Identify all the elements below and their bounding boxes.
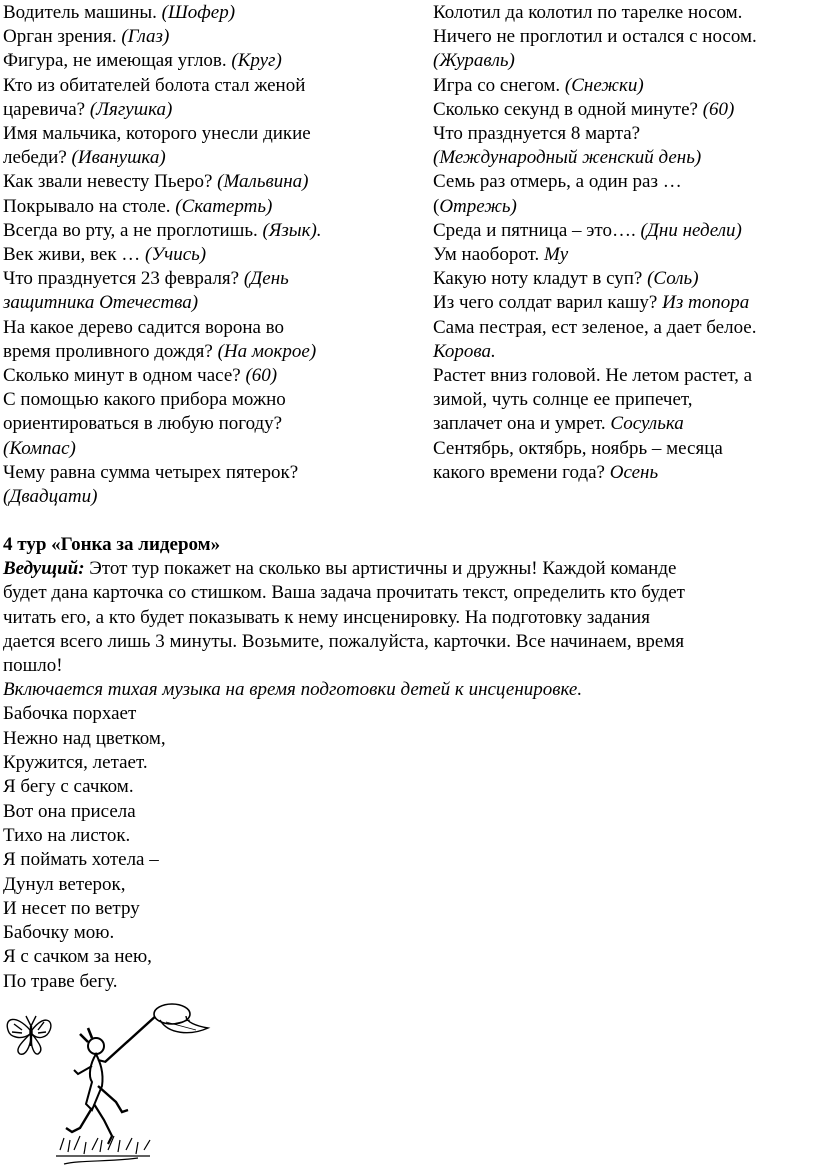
riddle-question: Сколько минут в одном часе? xyxy=(3,365,246,387)
riddle-answer: (Лягушка) xyxy=(89,98,173,120)
riddle-answer: (Мальвина) xyxy=(217,171,309,193)
riddle-answer: (Учись) xyxy=(145,244,207,266)
riddle-line xyxy=(3,316,403,340)
riddle-line xyxy=(3,291,403,315)
riddle-line xyxy=(433,340,816,364)
riddle-answer: (60) xyxy=(702,98,735,120)
riddle-line xyxy=(3,340,403,364)
riddle-line xyxy=(433,195,816,219)
riddle-answer: (Шофер) xyxy=(161,2,236,23)
riddle-question: Растет вниз головой. Не летом растет, а xyxy=(433,365,753,387)
riddle-question: Водитель машины. xyxy=(3,2,162,23)
riddle-line xyxy=(433,461,816,485)
riddle-question: Кто из обитателей болота стал женой xyxy=(3,74,306,96)
riddle-line xyxy=(433,25,816,49)
poem-line: По траве бегу. xyxy=(3,970,118,992)
poem-line: Я бегу с сачком. xyxy=(3,776,134,798)
riddle-line xyxy=(3,388,403,412)
riddle-line xyxy=(3,74,403,98)
riddle-question: На какое дерево садится ворона во xyxy=(3,316,285,338)
riddle-question: царевича? xyxy=(3,98,90,120)
riddle-line xyxy=(3,49,403,73)
riddle-answer: (Язык). xyxy=(262,219,322,241)
riddle-line xyxy=(3,364,403,388)
riddle-question: Из чего солдат варил кашу? xyxy=(433,292,663,314)
riddle-line xyxy=(3,1,403,25)
riddle-line xyxy=(3,412,403,436)
riddle-question: Что празднуется 8 марта? xyxy=(433,123,641,145)
riddle-question: Ничего не проглотил и остался с носом. xyxy=(433,26,757,48)
riddle-question: Какую ноту кладут в суп? xyxy=(433,268,648,290)
riddle-answer: (Международный женский день) xyxy=(433,147,702,169)
riddle-line xyxy=(3,122,403,146)
riddle-question: Как звали невесту Пьеро? xyxy=(3,171,218,193)
riddle-question: Фигура, не имеющая углов. xyxy=(3,50,232,72)
riddle-line xyxy=(3,485,403,509)
riddle-question: ориентироваться в любую погоду? xyxy=(3,413,283,435)
riddle-line xyxy=(433,316,816,340)
riddle-line xyxy=(433,49,816,73)
poem-line: Кружится, летает. xyxy=(3,752,148,774)
riddle-answer: (Круг) xyxy=(231,50,282,72)
poem-line: Я с сачком за нею, xyxy=(3,946,152,968)
riddle-line xyxy=(433,219,816,243)
riddle-answer: Сосулька xyxy=(610,413,684,435)
riddle-line xyxy=(433,388,816,412)
riddle-line xyxy=(433,1,816,25)
riddle-line xyxy=(3,437,403,461)
riddle-question: Сколько секунд в одной минуте? xyxy=(433,98,703,120)
riddle-answer: (На мокрое) xyxy=(217,340,317,362)
riddle-question: Колотил да колотил по тарелке носом. xyxy=(433,2,743,23)
riddle-question: Чему равна сумма четырех пятерок? xyxy=(3,461,299,483)
riddle-answer: (Соль) xyxy=(647,268,699,290)
round-four-section xyxy=(3,533,813,994)
poem-line: Тихо на листок. xyxy=(3,824,131,846)
riddle-line xyxy=(3,195,403,219)
riddle-line xyxy=(3,146,403,170)
riddle-question: Покрывало на столе. xyxy=(3,195,176,217)
poem xyxy=(3,702,813,994)
riddle-line xyxy=(433,122,816,146)
poem-line: Нежно над цветком, xyxy=(3,727,166,749)
riddle-question: ( xyxy=(433,195,440,217)
riddle-answer: (Компас) xyxy=(3,437,76,459)
butterfly-icon xyxy=(7,1016,51,1054)
riddles-right-column xyxy=(433,1,816,485)
riddle-question: Век живи, век … xyxy=(3,244,146,266)
intro-text: будет дана карточка со стишком. Ваша задача прочитать текст, определить кто будет xyxy=(3,582,685,604)
riddle-answer: (Снежки) xyxy=(564,74,644,96)
riddle-question: Сентябрь, октябрь, ноябрь – месяца xyxy=(433,437,723,459)
riddle-answer: (Глаз) xyxy=(121,26,170,48)
host-label: Ведущий: xyxy=(3,558,85,580)
riddle-line xyxy=(3,461,403,485)
riddle-line xyxy=(3,98,403,122)
riddle-line xyxy=(433,412,816,436)
child-figure xyxy=(66,1028,128,1144)
host-intro xyxy=(3,557,813,678)
butterfly-catcher-illustration xyxy=(0,1000,230,1176)
riddle-line xyxy=(3,219,403,243)
riddle-answer: защитника Отечества) xyxy=(3,292,199,314)
riddle-line xyxy=(433,437,816,461)
stage-direction: Включается тихая музыка на время подготовки детей к инсценировке. xyxy=(3,679,583,701)
poem-line: Вот она присела xyxy=(3,800,136,822)
riddle-line xyxy=(3,25,403,49)
riddle-line xyxy=(433,267,816,291)
riddle-line xyxy=(433,98,816,122)
riddle-answer: Корова. xyxy=(433,340,496,362)
riddle-answer: (Иванушка) xyxy=(71,147,166,169)
riddle-line xyxy=(433,74,816,98)
riddle-line xyxy=(433,243,816,267)
poem-line: И несет по ветру xyxy=(3,897,140,919)
riddle-question: зимой, чуть солнце ее припечет, xyxy=(433,389,693,411)
riddle-line xyxy=(3,170,403,194)
intro-text: читать его, а кто будет показывать к нему инсценировку. На подготовку задания xyxy=(3,606,650,628)
riddle-question: Ум наоборот. xyxy=(433,244,544,266)
poem-line: Бабочку мою. xyxy=(3,922,115,944)
riddle-answer: (Скатерть) xyxy=(175,195,273,217)
riddle-question: Что празднуется 23 февраля? xyxy=(3,268,244,290)
riddle-question: лебеди? xyxy=(3,147,72,169)
riddle-answer: Отрежь) xyxy=(439,195,517,217)
riddle-question: Орган зрения. xyxy=(3,26,122,48)
riddle-answer: (День xyxy=(243,268,289,290)
grass-icon xyxy=(56,1136,150,1164)
section-heading: 4 тур «Гонка за лидером» xyxy=(3,534,221,555)
riddle-line xyxy=(433,364,816,388)
riddle-answer: Осень xyxy=(609,461,659,483)
riddle-question: Игра со снегом. xyxy=(433,74,565,96)
intro-text: Этот тур покажет на сколько вы артистичны и дружны! Каждой команде xyxy=(84,558,677,580)
riddle-line xyxy=(433,170,816,194)
riddle-answer: (Журавль) xyxy=(433,50,515,72)
riddles-left-column xyxy=(3,1,403,509)
poem-line: Дунул ветерок, xyxy=(3,873,126,895)
riddle-answer: (60) xyxy=(245,365,278,387)
riddle-line xyxy=(3,267,403,291)
net-icon xyxy=(105,1004,208,1062)
riddle-answer: (Двадцати) xyxy=(3,486,98,508)
riddle-line xyxy=(433,146,816,170)
riddle-answer: (Дни недели) xyxy=(640,219,742,241)
riddle-answer: Му xyxy=(543,244,569,266)
riddle-answer: Из топора xyxy=(662,292,750,314)
riddle-question: какого времени года? xyxy=(433,461,610,483)
riddle-question: С помощью какого прибора можно xyxy=(3,389,286,411)
riddle-question: Среда и пятница – это…. xyxy=(433,219,641,241)
riddle-question: время проливного дождя? xyxy=(3,340,218,362)
intro-text: пошло! xyxy=(3,655,63,677)
poem-line: Я поймать хотела – xyxy=(3,849,159,871)
riddle-question: Имя мальчика, которого унесли дикие xyxy=(3,123,311,145)
intro-text: дается всего лишь 3 минуты. Возьмите, пожалуйста, карточки. Все начинаем, время xyxy=(3,630,685,652)
riddle-question: Сама пестрая, ест зеленое, а дает белое. xyxy=(433,316,757,338)
poem-line: Бабочка порхает xyxy=(3,703,137,725)
riddle-question: заплачет она и умрет. xyxy=(433,413,611,435)
riddle-line xyxy=(433,291,816,315)
riddle-line xyxy=(3,243,403,267)
riddle-question: Всегда во рту, а не проглотишь. xyxy=(3,219,263,241)
riddle-question: Семь раз отмерь, а один раз … xyxy=(433,171,682,193)
